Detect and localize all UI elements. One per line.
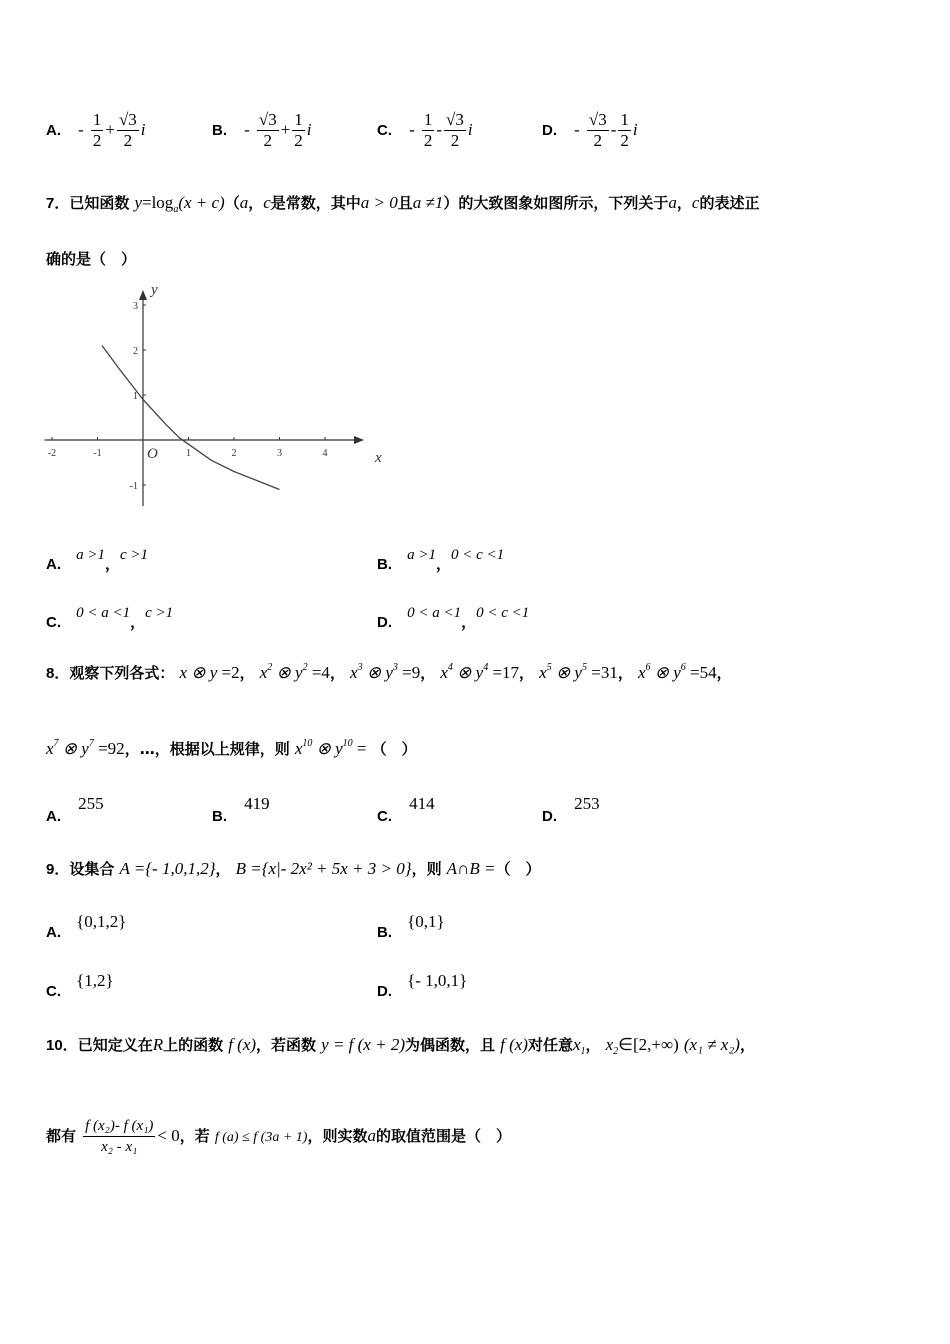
option-label: A. — [46, 122, 61, 139]
q9-option-c[interactable]: C. {1,2} — [46, 971, 114, 1000]
q6-option-b[interactable] — [212, 110, 312, 151]
question-number: 9． — [46, 861, 70, 878]
x-tick-label: 3 — [277, 448, 282, 459]
option-label: D. — [542, 808, 557, 825]
q8-option-a[interactable]: A. 255 — [46, 794, 104, 825]
q9-option-d[interactable]: D. {- 1,0,1} — [377, 971, 468, 1000]
x-tick-label: 4 — [322, 448, 328, 459]
operator: - — [436, 120, 443, 139]
x-tick-label: 2 — [231, 448, 237, 459]
fraction: $\frac{√3}{2}$ — [588, 110, 607, 150]
expr-2: $x^2$ ⊗ $y^2$ — [259, 662, 308, 682]
graph-layer — [44, 282, 382, 506]
function-formula: y — [134, 193, 142, 212]
option-label: A. — [46, 808, 61, 825]
set-a: A ={- 1,0,1,2} — [119, 859, 216, 878]
operator: - — [610, 120, 617, 139]
y-tick-label: 3 — [133, 301, 138, 312]
imaginary-unit: i — [140, 120, 146, 139]
operator: + — [280, 120, 291, 139]
y-tick-label: 2 — [133, 346, 138, 357]
q9-option-b[interactable]: B. {0,1} — [377, 912, 445, 941]
option-label: A. — [46, 924, 61, 941]
expr-5: $x^5$ ⊗ $y^5$ — [539, 662, 587, 682]
operator: + — [105, 120, 115, 139]
question-number: 7． — [46, 195, 70, 212]
q8-option-c[interactable]: C. 414 — [377, 794, 435, 825]
y-axis-label: y — [151, 282, 158, 298]
imaginary-unit: i — [467, 120, 473, 139]
q9-option-a[interactable]: A. {0,1,2} — [46, 912, 127, 941]
q9-stem: 9．设集合 A ={- 1,0,1,2}， B ={x|- 2x² + 5x + 3 > 0}，则 A∩B =（ ） — [46, 859, 541, 878]
question-number: 10． — [46, 1037, 78, 1054]
q7-option-b[interactable]: B. a >1，0 < c <1 — [377, 547, 505, 573]
sign: - — [244, 120, 250, 139]
option-label: A. — [46, 556, 61, 573]
fraction: $\frac{√3}{2}$ — [258, 110, 277, 150]
option-label: D. — [377, 983, 392, 1000]
function-curve — [102, 346, 280, 490]
q8-stem-line2: $x^7$ ⊗ $y^7 =92$，…，根据以上规律，则 $x^{10}$ ⊗ $y^{10}$ = （ ） — [46, 738, 417, 758]
y-tick-label: -1 — [129, 481, 138, 492]
x-tick-label: -2 — [47, 448, 57, 459]
expr-4: $x^4$ ⊗ $y^4$ — [440, 662, 489, 682]
option-label: C. — [377, 808, 392, 825]
q6-option-a[interactable] — [46, 110, 146, 151]
option-label: B. — [212, 122, 227, 139]
q7-stem-line2: 确的是（ ） — [46, 250, 137, 268]
q8-option-b[interactable]: B. 419 — [212, 794, 270, 825]
x-axis-arrow — [354, 436, 364, 444]
set-b: B ={x|- 2x² + 5x + 3 > 0} — [235, 859, 412, 878]
fraction: $\frac{1}{2}$ — [423, 110, 433, 150]
option-label: B. — [377, 556, 392, 573]
q10-stem: 10．已知定义在R上的函数 f (x)，若函数 y = f (x + 2)为偶函数，且 f (x)对任意$x_1$， $x_2\in[2,+\infty)$ (x₁ ≠ x₂)， — [46, 1035, 755, 1057]
fraction: $\frac{1}{2}$ — [92, 110, 102, 150]
expr-7: $x^7$ ⊗ $y^7$ — [46, 738, 94, 758]
q7-option-d[interactable]: D. 0 < a <1，0 < c <1 — [377, 605, 530, 631]
question-number: 8． — [46, 665, 70, 682]
option-label: B. — [212, 808, 227, 825]
x-tick-label: -1 — [93, 448, 102, 459]
y-axis-arrow — [139, 290, 147, 300]
sign: - — [574, 120, 580, 139]
q8-stem: 8．观察下列各式： x ⊗ y =2， $x^2$ ⊗ $y^2 =4$， $x^3$ ⊗ $y^3 =9$， $x^4$ ⊗ $y^4 =17$， $x^5$ ⊗ $y^5 =31$， $x^6$ ⊗ $y^6 =54$， — [46, 662, 732, 682]
fraction: $\frac{√3}{2}$ — [446, 110, 464, 150]
option-label: C. — [46, 983, 61, 1000]
option-label: D. — [377, 614, 392, 631]
x-tick-label: 1 — [186, 448, 191, 459]
intersection-expr: A∩B = — [446, 859, 496, 878]
function-graph — [40, 278, 390, 510]
option-label: D. — [542, 122, 557, 139]
q7-stem: 7．已知函数 $y=\log_a(x + c)(a$，c是常数，其中a > 0且a ≠1）的大致图象如图所示，下列关于a，c的表述正 — [46, 193, 760, 215]
option-label: C. — [46, 614, 61, 631]
fraction: $\frac{√3}{2}$ — [118, 110, 137, 150]
imaginary-unit: i — [632, 120, 638, 139]
q8-option-d[interactable]: D. 253 — [542, 794, 600, 825]
expr-6: $x^6$ ⊗ $y^6$ — [637, 662, 686, 682]
option-label: C. — [377, 122, 392, 139]
fraction: $\frac{1}{2}$ — [294, 110, 303, 150]
x-axis-label: x — [375, 450, 382, 466]
expr-1: x ⊗ y — [179, 663, 222, 682]
sign: - — [409, 120, 415, 139]
imaginary-unit: i — [306, 120, 312, 139]
origin-label: O — [147, 446, 158, 462]
option-label: B. — [377, 924, 392, 941]
q6-option-c[interactable] — [377, 110, 473, 151]
expr-10: $x^{10}$ ⊗ $y^{10}$ — [294, 738, 353, 758]
difference-quotient: $\frac{\text{f (x₂)- f (x₁)}}{\text{x₂ - x₁}}$ — [85, 1118, 154, 1155]
q6-option-d[interactable] — [542, 110, 638, 151]
sign: - — [78, 120, 84, 139]
expr-3: $x^3$ ⊗ $y^3$ — [350, 662, 398, 682]
q7-option-c[interactable]: C. 0 < a <1，c >1 — [46, 605, 174, 631]
fraction: $\frac{1}{2}$ — [620, 110, 629, 150]
q10-stem-line2: 都有 $\frac{\text{f (x₂)- f (x₁)}}{\text{x₂ - x₁}}$ < 0，若 f (a) ≤ f (3a + 1)，则实数a的取值范围是（ ） — [46, 1118, 511, 1155]
y-tick-label: 1 — [133, 391, 138, 402]
q7-option-a[interactable]: A. a >1，c >1 — [46, 547, 149, 573]
